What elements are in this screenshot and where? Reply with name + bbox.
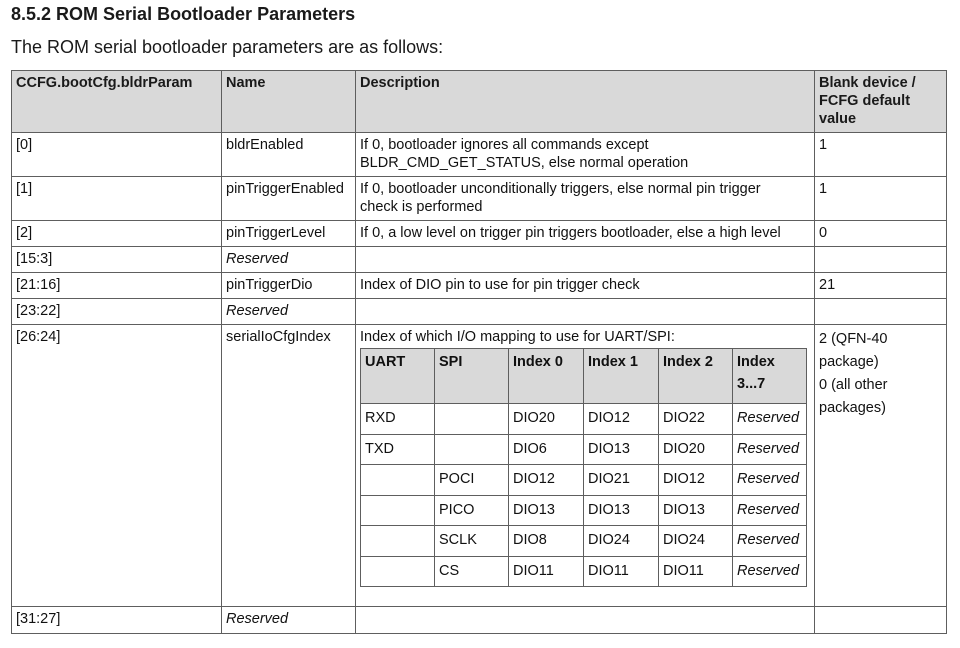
io-cell: DIO13	[584, 434, 659, 465]
header-default-line: value	[819, 111, 857, 127]
io-cell: TXD	[361, 434, 435, 465]
io-cell: DIO12	[584, 404, 659, 435]
param-cell: [0]	[12, 133, 222, 177]
io-row	[361, 556, 807, 587]
description-line: Index of which I/O mapping to use for UART/SPI:	[360, 329, 675, 345]
param-cell: [23:22]	[12, 299, 222, 325]
io-header-index3-7	[733, 349, 807, 404]
io-cell: DIO13	[584, 495, 659, 526]
io-cell: DIO12	[659, 465, 733, 496]
table-row	[12, 273, 947, 299]
io-cell: Reserved	[733, 556, 807, 587]
default-cell	[815, 325, 947, 607]
io-cell: DIO24	[584, 526, 659, 557]
param-cell: [2]	[12, 221, 222, 247]
header-default-line: Blank device /	[819, 75, 916, 91]
param-cell: [26:24]	[12, 325, 222, 607]
name-cell: pinTriggerLevel	[222, 221, 356, 247]
description-cell: Index of DIO pin to use for pin trigger check	[356, 273, 815, 299]
header-name: Name	[222, 71, 356, 133]
description-cell	[356, 133, 815, 177]
io-cell: DIO22	[659, 404, 733, 435]
header-description: Description	[356, 71, 815, 133]
description-cell	[356, 325, 815, 607]
bootloader-params-table	[11, 70, 947, 634]
param-cell: [31:27]	[12, 607, 222, 634]
io-row	[361, 495, 807, 526]
io-cell: DIO20	[509, 404, 584, 435]
io-header-line: Index	[737, 354, 775, 370]
intro-text: The ROM serial bootloader parameters are as follows:	[11, 37, 444, 57]
io-header-line: 3...7	[737, 376, 766, 392]
description-line: If 0, bootloader unconditionally triggers, else normal pin trigger	[360, 181, 761, 197]
table-row	[12, 607, 947, 634]
io-row	[361, 465, 807, 496]
io-cell: Reserved	[733, 434, 807, 465]
name-cell: bldrEnabled	[222, 133, 356, 177]
io-header-spi: SPI	[435, 349, 509, 404]
table-row	[12, 133, 947, 177]
name-cell: serialIoCfgIndex	[222, 325, 356, 607]
io-cell: POCI	[435, 465, 509, 496]
io-header-index0: Index 0	[509, 349, 584, 404]
param-cell: [1]	[12, 177, 222, 221]
io-cell: Reserved	[733, 404, 807, 435]
default-cell: 21	[815, 273, 947, 299]
name-cell: pinTriggerDio	[222, 273, 356, 299]
description-line: If 0, bootloader ignores all commands except	[360, 137, 649, 153]
io-cell	[361, 495, 435, 526]
name-cell: Reserved	[222, 299, 356, 325]
description-line: BLDR_CMD_GET_STATUS, else normal operation	[360, 155, 689, 171]
io-cell	[435, 434, 509, 465]
default-line: package)	[819, 354, 879, 370]
io-cell: DIO13	[509, 495, 584, 526]
io-mapping-table	[360, 348, 807, 587]
description-cell	[356, 607, 815, 634]
io-row	[361, 434, 807, 465]
default-line: 0 (all other	[819, 377, 888, 393]
io-cell: SCLK	[435, 526, 509, 557]
io-cell: Reserved	[733, 465, 807, 496]
io-cell: DIO12	[509, 465, 584, 496]
io-cell: RXD	[361, 404, 435, 435]
io-cell: Reserved	[733, 495, 807, 526]
name-cell: Reserved	[222, 607, 356, 634]
default-cell: 1	[815, 133, 947, 177]
io-cell	[361, 526, 435, 557]
param-cell: [21:16]	[12, 273, 222, 299]
table-row	[12, 299, 947, 325]
default-line: 2 (QFN-40	[819, 331, 888, 347]
table-header-row	[12, 71, 947, 133]
default-cell	[815, 607, 947, 634]
header-param: CCFG.bootCfg.bldrParam	[12, 71, 222, 133]
io-header-index2: Index 2	[659, 349, 733, 404]
io-cell	[435, 404, 509, 435]
io-cell	[361, 556, 435, 587]
io-header-uart: UART	[361, 349, 435, 404]
io-cell: PICO	[435, 495, 509, 526]
io-header-row	[361, 349, 807, 404]
default-line: packages)	[819, 400, 886, 416]
io-row	[361, 404, 807, 435]
description-line: check is performed	[360, 199, 483, 215]
default-cell	[815, 247, 947, 273]
header-default	[815, 71, 947, 133]
io-cell: DIO11	[584, 556, 659, 587]
io-cell: CS	[435, 556, 509, 587]
description-cell	[356, 299, 815, 325]
name-cell: pinTriggerEnabled	[222, 177, 356, 221]
io-cell: DIO20	[659, 434, 733, 465]
description-cell	[356, 177, 815, 221]
io-header-index1: Index 1	[584, 349, 659, 404]
table-row	[12, 325, 947, 607]
io-cell	[361, 465, 435, 496]
header-default-line: FCFG default	[819, 93, 911, 109]
io-cell: Reserved	[733, 526, 807, 557]
default-cell	[815, 299, 947, 325]
table-row	[12, 177, 947, 221]
description-cell	[356, 247, 815, 273]
name-cell: Reserved	[222, 247, 356, 273]
io-cell: DIO8	[509, 526, 584, 557]
table-row	[12, 221, 947, 247]
io-row	[361, 526, 807, 557]
default-cell: 0	[815, 221, 947, 247]
io-cell: DIO13	[659, 495, 733, 526]
io-cell: DIO11	[509, 556, 584, 587]
io-cell: DIO21	[584, 465, 659, 496]
param-cell: [15:3]	[12, 247, 222, 273]
table-row	[12, 247, 947, 273]
description-cell: If 0, a low level on trigger pin triggers bootloader, else a high level	[356, 221, 815, 247]
io-cell: DIO24	[659, 526, 733, 557]
section-heading: 8.5.2 ROM Serial Bootloader Parameters	[11, 4, 356, 24]
default-cell: 1	[815, 177, 947, 221]
io-cell: DIO6	[509, 434, 584, 465]
io-cell: DIO11	[659, 556, 733, 587]
